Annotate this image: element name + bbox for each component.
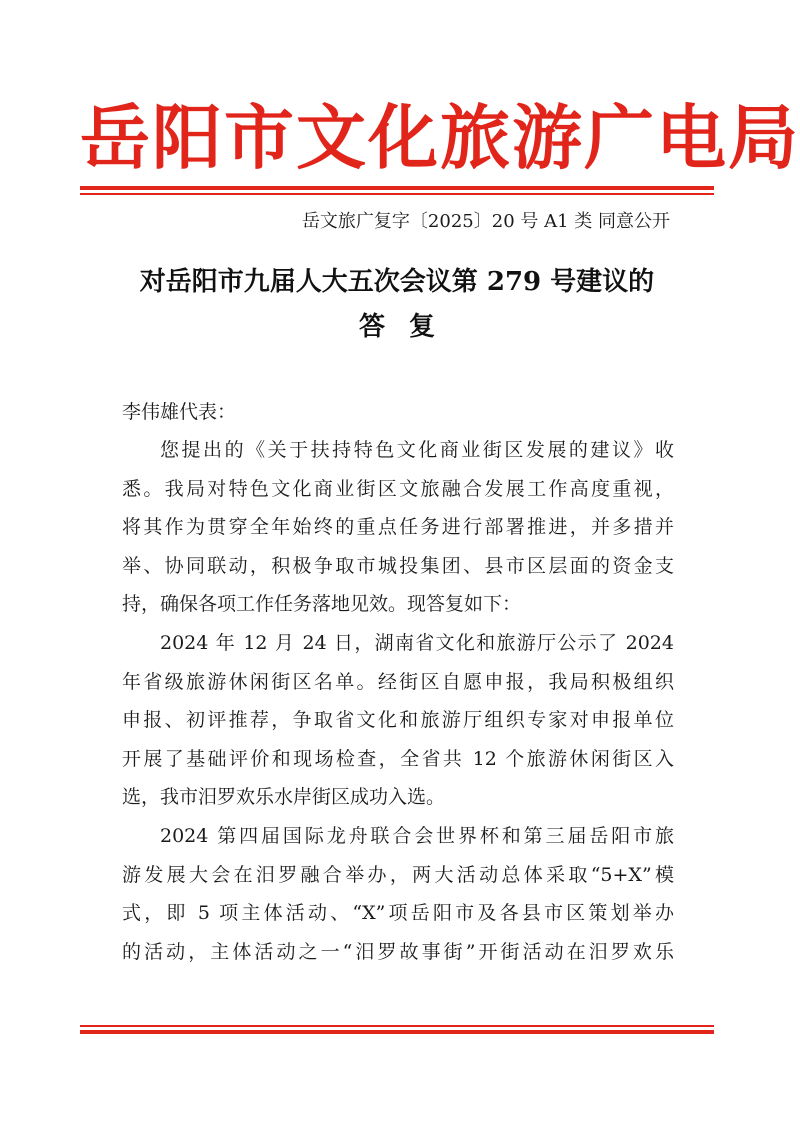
paragraph-line: 2024 年 12 月 24 日，湖南省文化和旅游厅公示了 2024 — [160, 631, 674, 654]
paragraph-line: 选，我市汨罗欢乐水岸街区成功入选。 — [122, 786, 446, 809]
masthead-rule-thick — [80, 186, 714, 190]
footer-rule-thick — [80, 1030, 714, 1034]
paragraph-1 — [122, 431, 674, 624]
paragraph-line: 的活动，主体活动之一“汨罗故事街”开街活动在汨罗欢乐 — [122, 940, 674, 963]
paragraph-line: 您提出的《关于扶持特色文化商业街区发展的建议》收 — [160, 439, 674, 461]
paragraph-line: 悉。我局对特色文化商业街区文旅融合发展工作高度重视， — [122, 477, 674, 500]
paragraph-line: 将其作为贯穿全年始终的重点任务进行部署推进，并多措并 — [122, 516, 674, 539]
paragraph-3 — [122, 817, 674, 971]
paragraph-line: 持，确保各项工作任务落地见效。现答复如下： — [122, 593, 522, 616]
paragraph-2 — [122, 624, 674, 817]
document-number: 岳文旅广复字〔2025〕20 号 A1 类 同意公开 — [301, 211, 670, 232]
paragraph-line: 举、协同联动，积极争取市城投集团、县市区层面的资金支 — [122, 554, 674, 577]
footer-rule-thin — [80, 1025, 714, 1027]
salutation: 李伟雄代表： — [122, 401, 237, 423]
masthead-rule-thin — [80, 193, 714, 195]
paragraph-line: 游发展大会在汨罗融合举办，两大活动总体采取“5+X”模 — [122, 863, 674, 886]
masthead: 岳阳市文化旅游广电局 — [80, 96, 800, 179]
paragraph-line: 2024 第四届国际龙舟联合会世界杯和第三届岳阳市旅 — [160, 824, 674, 847]
paragraph-line: 年省级旅游休闲街区名单。经街区自愿申报，我局积极组织 — [122, 670, 674, 693]
document-title-line-2: 答复 — [358, 312, 459, 342]
document-title-line-1: 对岳阳市九届人大五次会议第 279 号建议的 — [139, 267, 655, 297]
paragraph-line: 开展了基础评价和现场检查，全省共 12 个旅游休闲街区入 — [122, 747, 674, 770]
paragraph-line: 申报、初评推荐，争取省文化和旅游厅组织专家对申报单位 — [122, 709, 674, 732]
paragraph-line: 式，即 5 项主体活动、“X”项岳阳市及各县市区策划举办 — [122, 902, 674, 925]
letter-body — [122, 393, 674, 971]
